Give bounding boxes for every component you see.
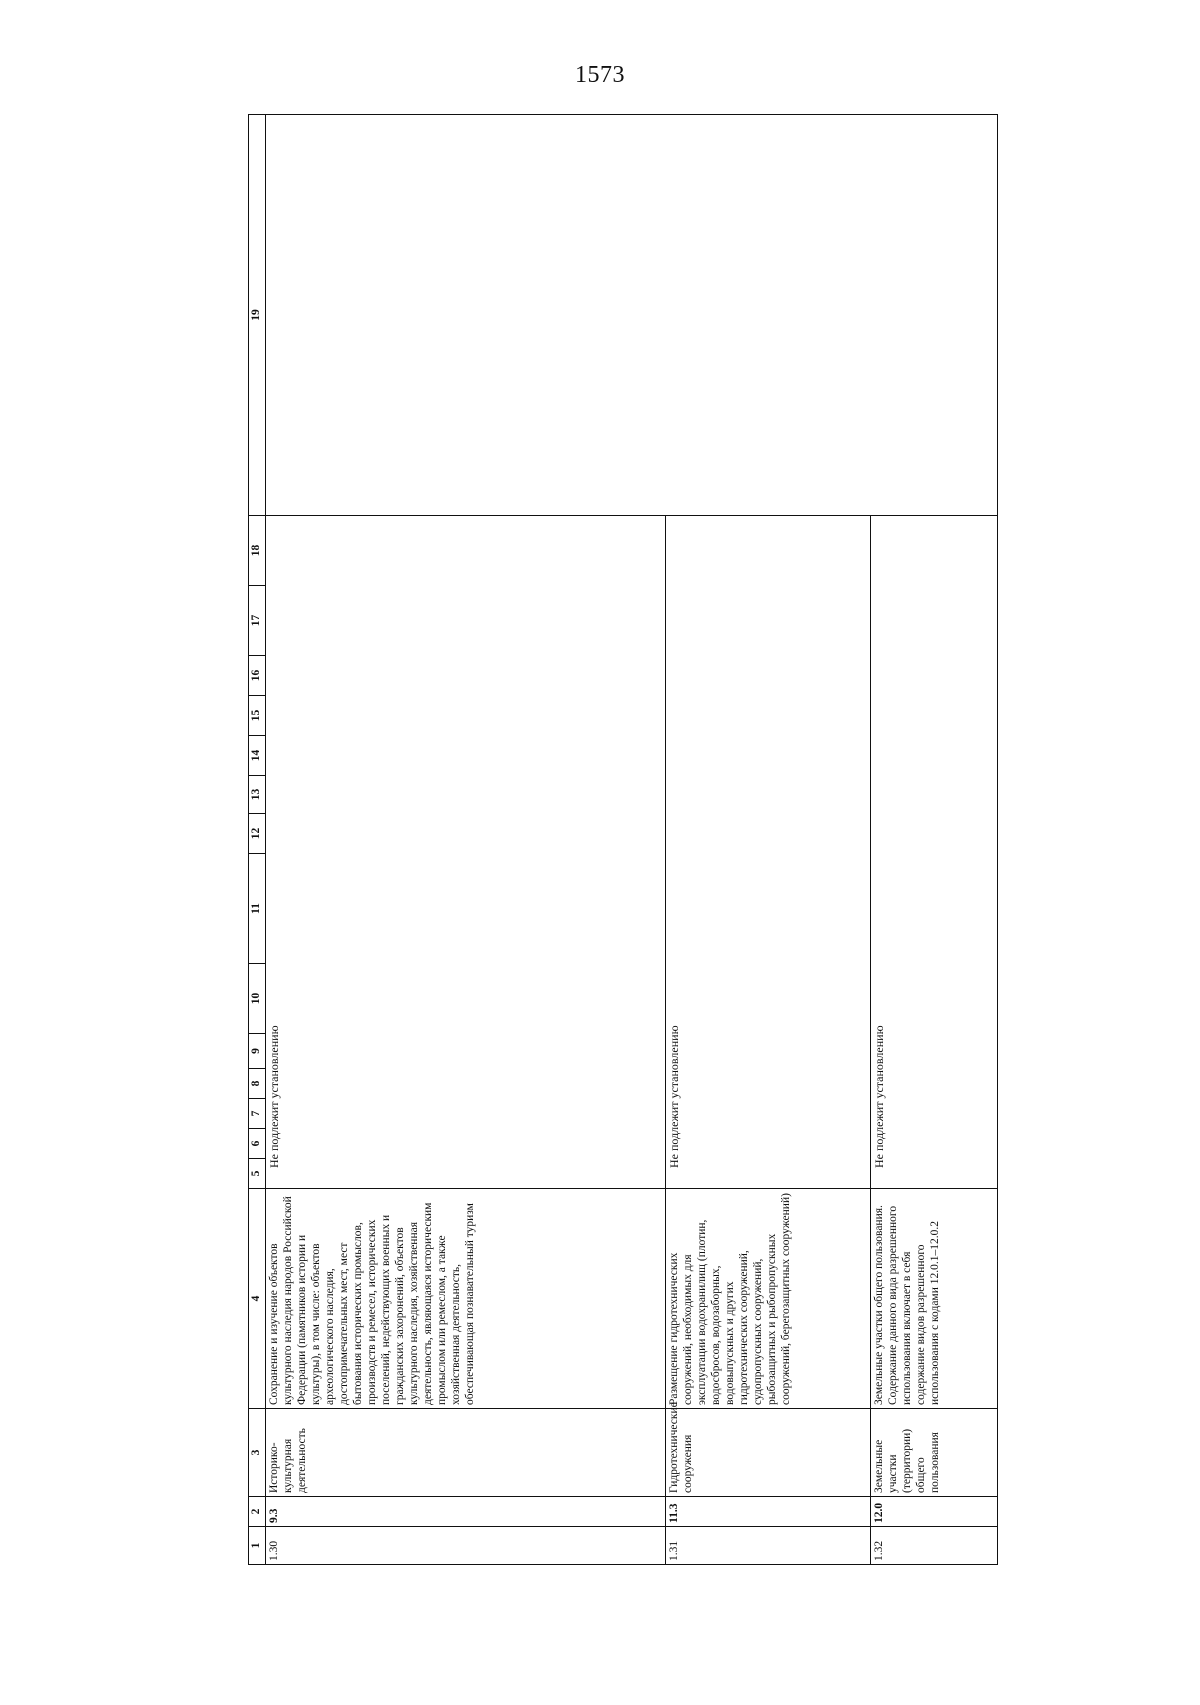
col-header: 1 bbox=[249, 1527, 266, 1565]
header-row bbox=[249, 115, 266, 1565]
use-name: Земельные участки (территории) общего пользования bbox=[871, 1409, 998, 1497]
use-description: Размещение гидротехнических сооружений, необходимых для эксплуатации водохранилищ (плотин, водосбросов, водозаборных, водовыпускных и других гидротехнических сооружений, судопропускных сооружений, рыбозащитных и рыбопропускных сооружений, берегозащитных сооружений) bbox=[665, 1189, 871, 1409]
col-header: 7 bbox=[249, 1099, 266, 1129]
col-header: 4 bbox=[249, 1189, 266, 1409]
col-header: 18 bbox=[249, 516, 266, 586]
col-header: 3 bbox=[249, 1409, 266, 1497]
regulations-table bbox=[248, 114, 998, 1565]
col-header: 12 bbox=[249, 814, 266, 854]
row-number: 1.30 bbox=[266, 1527, 666, 1565]
use-code: 11.3 bbox=[665, 1497, 871, 1527]
col-header: 10 bbox=[249, 964, 266, 1034]
use-code: 9.3 bbox=[266, 1497, 666, 1527]
col-header: 11 bbox=[249, 854, 266, 964]
col-header: 15 bbox=[249, 696, 266, 736]
col-header: 5 bbox=[249, 1159, 266, 1189]
regulation-note: Не подлежит установлению bbox=[266, 516, 666, 1189]
rotated-table-container bbox=[248, 145, 998, 1565]
regulation-note: Не подлежит установлению bbox=[665, 516, 871, 1189]
col-header: 13 bbox=[249, 776, 266, 814]
col-header: 2 bbox=[249, 1497, 266, 1527]
regulation-note: Не подлежит установлению bbox=[871, 516, 998, 1189]
col-header: 16 bbox=[249, 656, 266, 696]
col-header: 8 bbox=[249, 1069, 266, 1099]
col-header: 19 bbox=[249, 115, 266, 516]
page-number: 1573 bbox=[575, 62, 625, 88]
col-header: 14 bbox=[249, 736, 266, 776]
use-description: Сохранение и изучение объектов культурного наследия народов Российской Федерации (памятников истории и культуры), в том числе: объектов археологического наследия, достопримечательных мест, мест бытования исторических промыслов, производств и ремесел, исторических поселений, недействующих военных и гражданских захоронений, объектов культурного наследия, хозяйственная деятельность, являющаяся историческим промыслом или ремеслом, а также хозяйственная деятельность, обеспечивающая познавательный туризм bbox=[266, 1189, 666, 1409]
row-number: 1.32 bbox=[871, 1527, 998, 1565]
col-header: 9 bbox=[249, 1034, 266, 1069]
use-code: 12.0 bbox=[871, 1497, 998, 1527]
use-name: Историко-культурная деятельность bbox=[266, 1409, 666, 1497]
row-number: 1.31 bbox=[665, 1527, 871, 1565]
col-header: 17 bbox=[249, 586, 266, 656]
use-name: Гидротехнические сооружения bbox=[665, 1409, 871, 1497]
table-row bbox=[266, 115, 666, 1565]
use-description: Земельные участки общего пользования. Содержание данного вида разрешенного использования включает в себя содержание видов разрешенного использования с кодами 12.0.1–12.0.2 bbox=[871, 1189, 998, 1409]
col-header: 6 bbox=[249, 1129, 266, 1159]
empty-cell bbox=[266, 115, 998, 516]
